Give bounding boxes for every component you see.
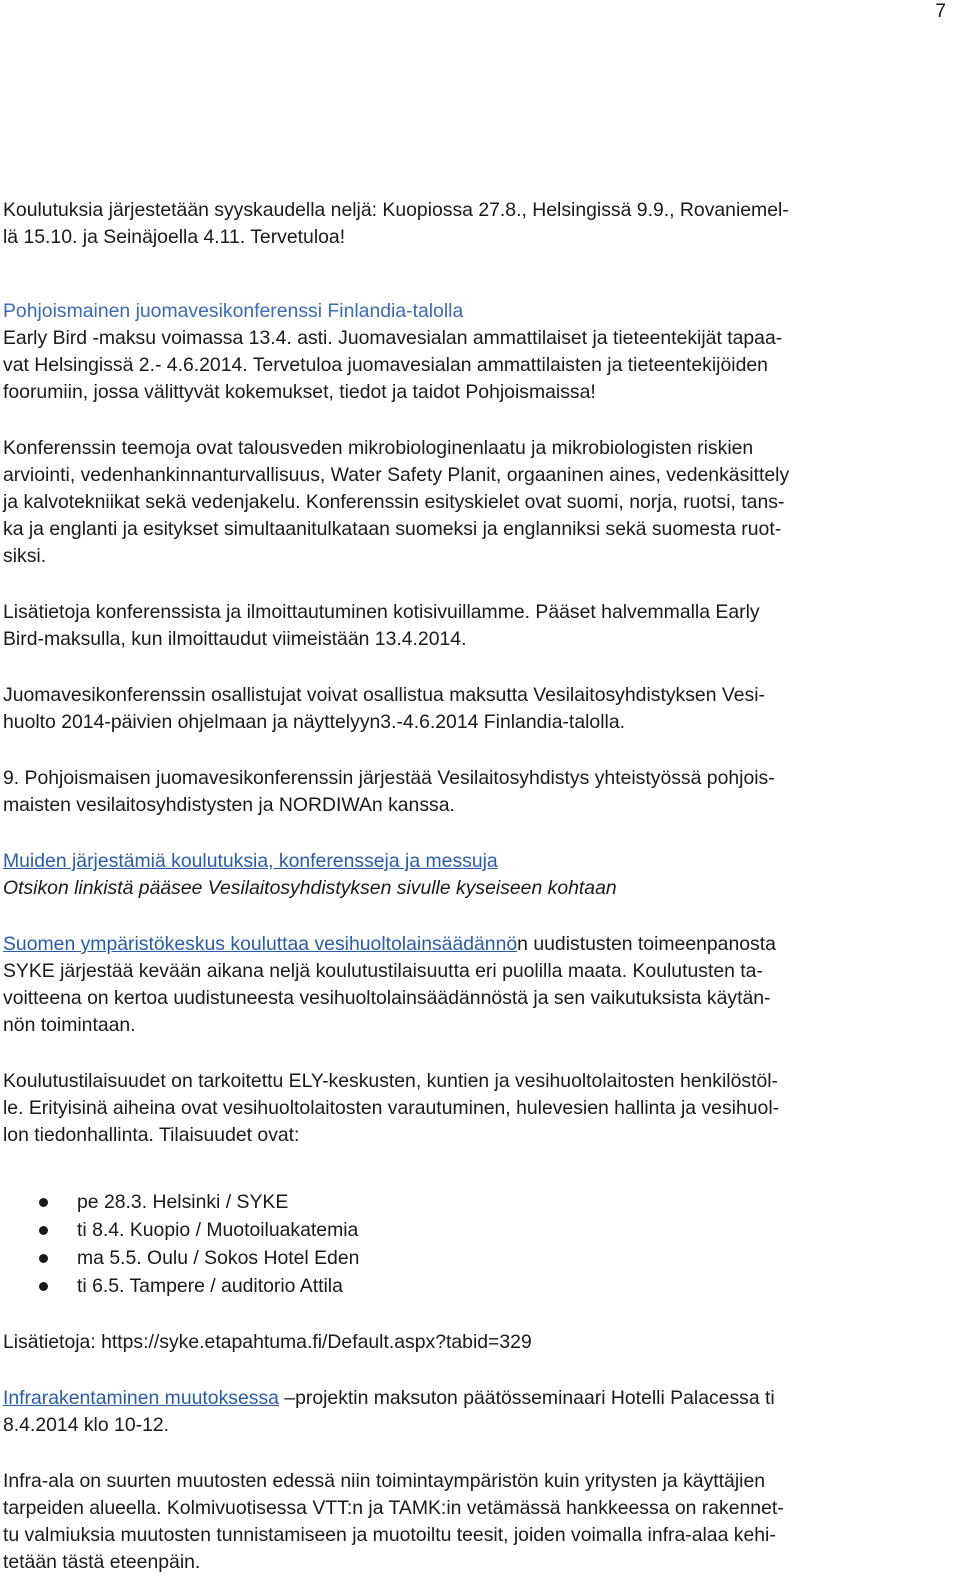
text-line: lon tiedonhallinta. Tilaisuudet ovat:: [3, 1124, 300, 1146]
text-inline: –projektin maksuton päätösseminaari Hotelli Palacessa ti: [278, 1387, 775, 1409]
text-line: siksi.: [3, 545, 47, 567]
text-inline: n uudistusten toimeenpanosta: [517, 933, 776, 955]
text-line: Infra-ala on suurten muutosten edessä niin toimintaympäristön kuin yritysten ja käyttäjien: [3, 1470, 766, 1492]
text-line: 9. Pohjoismaisen juomavesikonferenssin järjestää Vesilaitosyhdistys yhteistyössä pohjois-: [3, 767, 775, 789]
text-line: nön toimintaan.: [3, 1014, 136, 1036]
syke-section: [3, 931, 948, 1039]
bullet-icon: [39, 1282, 48, 1291]
text-line: le. Erityisinä aiheina ovat vesihuoltolaitosten varautuminen, hulevesien hallinta ja vesihuol-: [3, 1097, 780, 1119]
text-line: lä 15.10. ja Seinäjoella 4.11. Tervetuloa!: [3, 226, 346, 248]
nordic-conference-link[interactable]: Pohjoismainen juomavesikonferenssi Finlandia-talolla: [3, 300, 464, 322]
nordic-conference-section: [3, 298, 948, 406]
intro-paragraph: [3, 197, 948, 251]
list-item: ti 8.4. Kuopio / Muotoiluakatemia: [3, 1216, 948, 1244]
text-line: tarpeiden alueella. Kolmivuotisessa VTT:n ja TAMK:in vetämässä hankkeessa on rakennet-: [3, 1497, 784, 1519]
themes-paragraph: [3, 435, 948, 570]
text-line: voitteena on kertoa uudistuneesta vesihuoltolainsäädännöstä ja sen vaikutuksista käytän-: [3, 987, 771, 1009]
target-paragraph: [3, 1068, 948, 1149]
text-line: Konferenssin teemoja ovat talousveden mikrobiologinenlaatu ja mikrobiologisten riskien: [3, 437, 754, 459]
bullet-icon: [39, 1254, 48, 1263]
page-number: 7: [935, 1, 946, 22]
organizer-paragraph: [3, 765, 948, 819]
info-paragraph: [3, 599, 948, 653]
text-line: Early Bird -maksu voimassa 13.4. asti. Juomavesialan ammattilaiset ja tieteentekijät tapaa-: [3, 327, 783, 349]
list-item: ti 6.5. Tampere / auditorio Attila: [3, 1272, 948, 1300]
text-line: ka ja englanti ja esitykset simultaanitulkataan suomeksi ja englanniksi sekä suomesta ruot-: [3, 518, 782, 540]
text-line: foorumiin, jossa välittyvät kokemukset, tiedot ja taidot Pohjoismaissa!: [3, 381, 596, 403]
events-list: [3, 1188, 948, 1300]
text-line: arviointi, vedenhankinnanturvallisuus, Water Safety Planit, orgaaninen aines, vedenkäsittely: [3, 464, 790, 486]
list-item: ma 5.5. Oulu / Sokos Hotel Eden: [3, 1244, 948, 1272]
other-events-note: Otsikon linkistä pääsee Vesilaitosyhdistyksen sivulle kyseiseen kohtaan: [3, 877, 617, 899]
text-line: Juomavesikonferenssin osallistujat voivat osallistua maksutta Vesilaitosyhdistyksen Vesi-: [3, 684, 765, 706]
infra-seminar-link[interactable]: Infrarakentaminen muutoksessa: [3, 1387, 279, 1409]
text-line: 8.4.2014 klo 10-12.: [3, 1414, 170, 1436]
text-line: Lisätietoja konferenssista ja ilmoittautuminen kotisivuillamme. Pääset halvemmalla Early: [3, 601, 760, 623]
text-line: Koulutustilaisuudet on tarkoitettu ELY-keskusten, kuntien ja vesihuoltolaitosten henkilöstöl-: [3, 1070, 779, 1092]
text-line: ja kalvotekniikat sekä vedenjakelu. Konferenssin esityskielet ovat suomi, norja, ruotsi, tans-: [3, 491, 785, 513]
text-line: huolto 2014-päivien ohjelmaan ja näyttelyyn3.-4.6.2014 Finlandia-talolla.: [3, 711, 625, 733]
text-line: maisten vesilaitosyhdistysten ja NORDIWAn kanssa.: [3, 794, 455, 816]
list-item: pe 28.3. Helsinki / SYKE: [3, 1188, 948, 1216]
text-line: Koulutuksia järjestetään syyskaudella neljä: Kuopiossa 27.8., Helsingissä 9.9., Rovaniemel-: [3, 199, 789, 221]
text-line: tetään tästä eteenpäin.: [3, 1551, 201, 1573]
syke-training-link[interactable]: Suomen ympäristökeskus kouluttaa vesihuoltolainsäädännö: [3, 933, 518, 955]
bullet-icon: [39, 1226, 48, 1235]
text-line: Bird-maksulla, kun ilmoittaudut viimeistään 13.4.2014.: [3, 628, 467, 650]
text-line: SYKE järjestää kevään aikana neljä koulutustilaisuutta eri puolilla maata. Koulutusten ta-: [3, 960, 763, 982]
participants-paragraph: [3, 682, 948, 736]
more-info-line: Lisätietoja: https://syke.etapahtuma.fi/Default.aspx?tabid=329: [3, 1331, 532, 1353]
other-events-link[interactable]: Muiden järjestämiä koulutuksia, konferensseja ja messuja: [3, 850, 498, 872]
infra-section: [3, 1385, 948, 1439]
text-line: vat Helsingissä 2.- 4.6.2014. Tervetuloa juomavesialan ammattilaisten ja tieteentekijöiden: [3, 354, 768, 376]
infra-description: [3, 1468, 948, 1576]
other-events-section: [3, 848, 948, 902]
document-body: [3, 197, 948, 1576]
text-line: tu valmiuksia muutosten tunnistamiseen ja muotoiltu teesit, joiden voimalla infra-alaa kehi-: [3, 1524, 776, 1546]
bullet-icon: [39, 1198, 48, 1207]
